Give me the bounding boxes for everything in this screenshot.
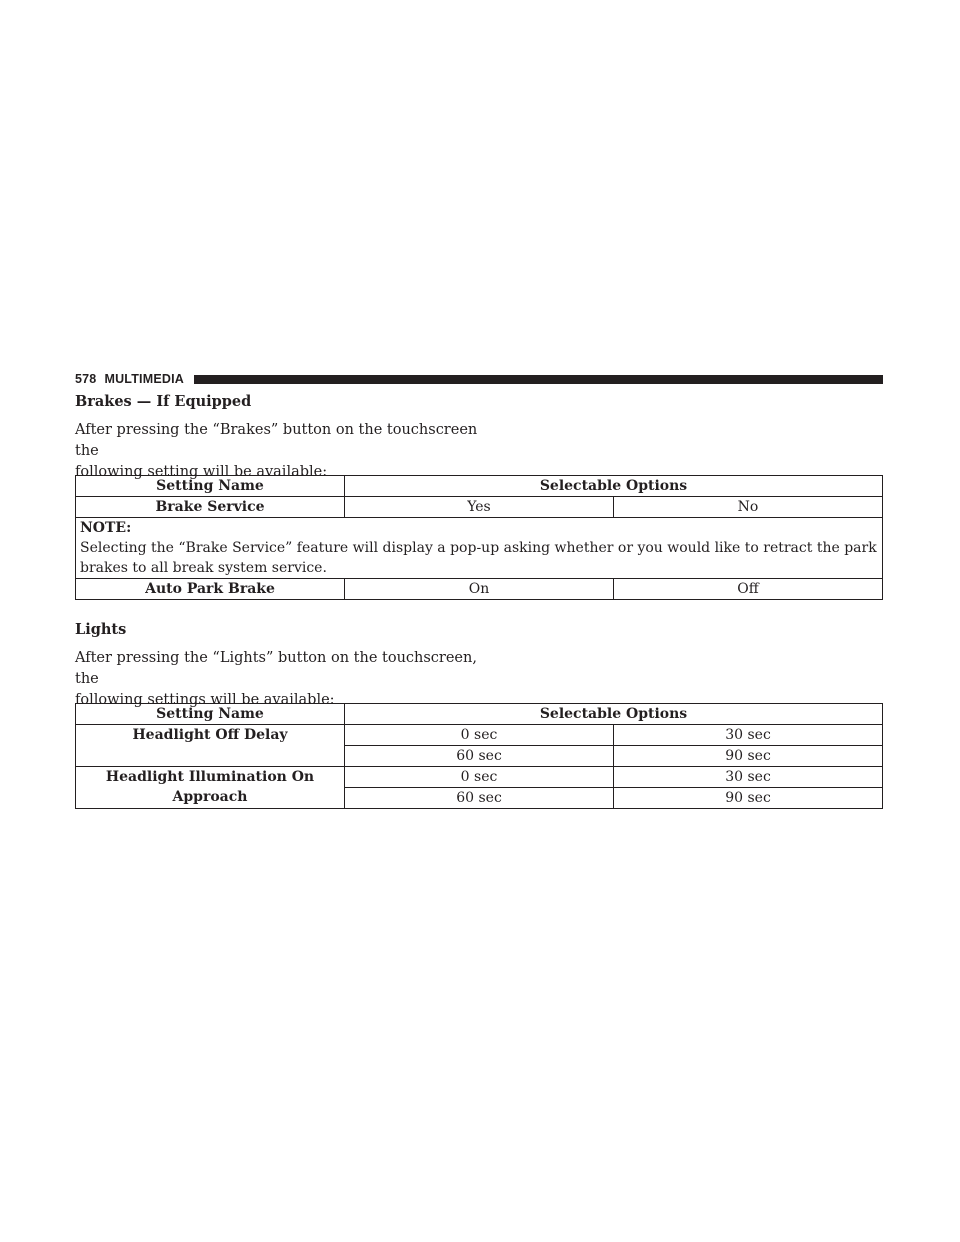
setting-name-line: Headlight Illumination On — [105, 769, 315, 785]
lights-intro-line: following settings will be available: — [75, 692, 335, 708]
setting-name-line: Approach — [172, 789, 248, 805]
table-row — [76, 579, 883, 600]
setting-name: Headlight Off Delay — [76, 725, 345, 767]
table-row — [76, 767, 883, 788]
note-text: Selecting the “Brake Service” feature will display a pop-up asking whether or you would like to retract the park — [80, 540, 877, 556]
setting-name: Auto Park Brake — [76, 579, 345, 600]
table-header-row — [76, 704, 883, 725]
note-text: brakes to all break system service. — [80, 560, 327, 576]
col-setting-name: Setting Name — [76, 704, 345, 725]
col-setting-name: Setting Name — [76, 476, 345, 497]
brakes-heading: Brakes — If Equipped — [75, 393, 252, 410]
option-value: 60 sec — [345, 788, 614, 809]
header-rule — [194, 375, 883, 384]
brakes-settings-table — [75, 475, 883, 600]
table-row — [76, 497, 883, 518]
lights-settings-table — [75, 703, 883, 809]
option-value: 30 sec — [614, 767, 883, 788]
table-row — [76, 725, 883, 746]
lights-heading: Lights — [75, 621, 127, 638]
option-value: 90 sec — [614, 746, 883, 767]
option-value: 0 sec — [345, 767, 614, 788]
option-value: 90 sec — [614, 788, 883, 809]
table-header-row — [76, 476, 883, 497]
option-value: No — [614, 497, 883, 518]
brakes-intro-line: After pressing the “Brakes” button on the touchscreen the — [75, 422, 478, 459]
brakes-intro — [75, 420, 495, 483]
option-value: 30 sec — [614, 725, 883, 746]
page-header — [75, 369, 883, 389]
option-value: Yes — [345, 497, 614, 518]
note-cell — [76, 518, 883, 579]
setting-name — [76, 767, 345, 809]
setting-name: Brake Service — [76, 497, 345, 518]
note-row — [76, 518, 883, 579]
note-label: NOTE: — [80, 520, 132, 536]
col-selectable-options: Selectable Options — [345, 704, 883, 725]
option-value: On — [345, 579, 614, 600]
option-value: 0 sec — [345, 725, 614, 746]
lights-intro-line: After pressing the “Lights” button on the touchscreen, the — [75, 650, 477, 687]
page-number: 578 — [75, 372, 97, 386]
option-value: 60 sec — [345, 746, 614, 767]
brakes-intro-line: following setting will be available: — [75, 464, 328, 480]
col-selectable-options: Selectable Options — [345, 476, 883, 497]
option-value: Off — [614, 579, 883, 600]
section-title: MULTIMEDIA — [104, 372, 185, 386]
lights-intro — [75, 648, 495, 711]
